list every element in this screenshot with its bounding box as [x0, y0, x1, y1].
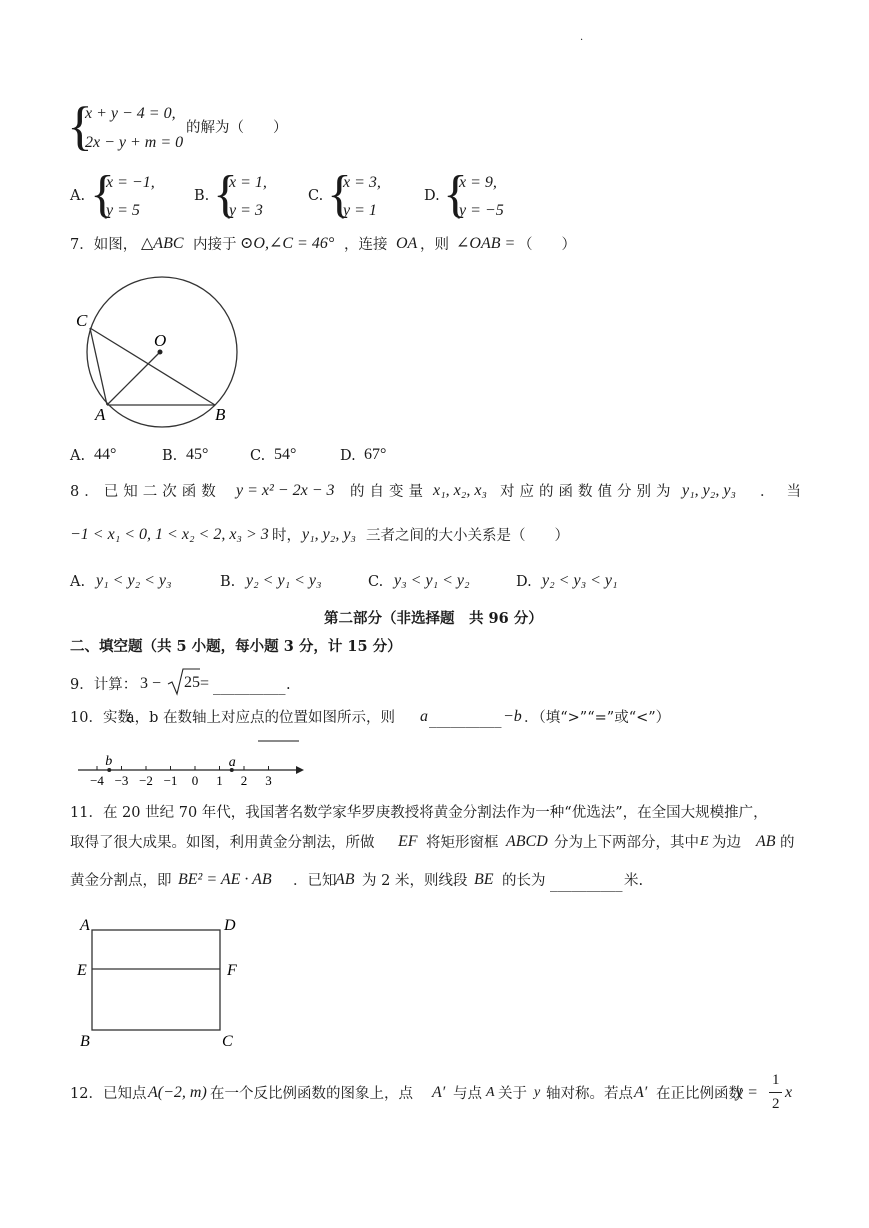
tick-label: 0 — [191, 773, 199, 788]
option-label: C. — [250, 448, 266, 464]
option-line1: x = 3, — [343, 174, 381, 191]
q10-text: 10．实数 — [70, 710, 132, 726]
q11-text: 为边 — [712, 835, 741, 851]
q7-text: ，则 — [420, 237, 449, 253]
option-line2: y = 3 — [229, 202, 263, 219]
label-o: O — [154, 331, 167, 350]
option-label: A. — [70, 448, 86, 464]
option-label: A. — [70, 188, 86, 204]
tick-label: 3 — [265, 773, 272, 788]
q11-text: 的长为 — [502, 873, 546, 889]
q7-text: ，连接 — [344, 237, 388, 253]
q9-answer-blank[interactable]: __________ — [213, 679, 286, 695]
q8-y-vars: y₁, y₂, y₃ — [682, 482, 736, 499]
q9-expr: 3 − — [140, 675, 162, 692]
q9-expr: = — [200, 675, 210, 692]
q9-text: . — [286, 677, 291, 693]
q8-condition: −1 < x₁ < 0, 1 < x₂ < 2, x₃ > 3 — [70, 526, 269, 543]
q12-text: 轴对称。若点 — [546, 1086, 633, 1102]
q7-number: 7．如图， — [70, 237, 138, 253]
tick-label: −2 — [139, 773, 153, 788]
q11-text: 取得了很大成果。如图，利用黄金分割法，所做 — [70, 835, 375, 851]
q8-function: y = x² − 2x − 3 — [236, 482, 335, 499]
option-label: D. — [516, 574, 532, 590]
option-label: D. — [424, 188, 440, 204]
option-label: B. — [194, 188, 210, 204]
label-c: C — [222, 1033, 233, 1050]
option-value: 54° — [274, 446, 297, 463]
q11-answer-blank[interactable]: __________ — [550, 876, 623, 892]
q12-text: 在正比例函数 — [656, 1086, 743, 1102]
option-line1: x = 1, — [229, 174, 267, 191]
label-b: B — [80, 1033, 90, 1050]
q12-a: A — [486, 1085, 495, 1100]
label-d: D — [224, 917, 236, 934]
left-brace: { — [213, 166, 238, 223]
q7-given: ⊙O,∠C = 46° — [240, 235, 335, 252]
tick-label: 2 — [240, 773, 248, 788]
option-line1: x = 9, — [459, 174, 497, 191]
option-value: y₂ < y₃ < y₁ — [542, 572, 618, 589]
option-label: C. — [308, 188, 324, 204]
fraction-numerator: 1 — [772, 1072, 780, 1088]
q11-ab: AB — [756, 833, 776, 850]
option-value: 44° — [94, 446, 117, 463]
header-mark: . — [580, 32, 584, 43]
label-b: B — [215, 405, 226, 424]
option-value: y₁ < y₂ < y₃ — [96, 572, 172, 589]
q8-y-vars: y₁, y₂, y₃ — [302, 526, 356, 543]
option-line2: y = 5 — [106, 202, 140, 219]
q11-text: 黄金分割点，即 — [70, 873, 172, 889]
q11-ab: AB — [335, 871, 355, 888]
q12-text: 关于 — [498, 1086, 527, 1102]
q12-a-prime: A′ — [634, 1084, 648, 1101]
label-e: E — [77, 962, 87, 979]
q12-y: y — [534, 1085, 541, 1100]
option-label: D. — [340, 448, 356, 464]
q12-text: 12．已知点 — [70, 1086, 147, 1102]
q7-oa: OA — [396, 235, 418, 252]
q11-abcd: ABCD — [506, 833, 548, 850]
q9-text: 9．计算： — [70, 677, 138, 693]
fraction-bar — [769, 1092, 782, 1093]
option-value: 45° — [186, 446, 209, 463]
label-b: b — [105, 754, 113, 769]
label-a: A — [80, 917, 90, 934]
q6-eq2: 2x − y + m = 0 — [85, 134, 184, 151]
left-brace: { — [443, 166, 468, 223]
q12-a-prime: A′ — [432, 1084, 446, 1101]
q8-text: 8．已知二次函数 — [70, 484, 221, 500]
label-f: F — [227, 962, 237, 979]
q11-text: ．已知 — [293, 873, 337, 889]
option-line1: x = −1, — [106, 174, 155, 191]
section2-title: 二、填空题（共 5 小题，每小题 3 分，计 15 分） — [70, 638, 402, 655]
q11-text: 为 2 米，则线段 — [362, 873, 468, 889]
q11-text: 将矩形窗框 — [426, 835, 499, 851]
left-brace: { — [90, 166, 115, 223]
q10-neg-b: −b — [503, 708, 522, 725]
tick-label: −1 — [163, 773, 178, 788]
q12-point: A(−2, m) — [148, 1084, 207, 1101]
q8-text: 对应的函数值分别为 — [500, 484, 676, 500]
q8-text: 三者之间的大小关系是（ ） — [366, 528, 569, 544]
rect-abcd — [92, 930, 220, 1030]
q11-ef: EF — [398, 833, 418, 850]
tick-label: −3 — [114, 773, 129, 788]
q12-text: 在一个反比例函数的图象上，点 — [210, 1086, 413, 1102]
q11-formula: BE² = AE · AB — [178, 871, 272, 888]
q12-text: 与点 — [453, 1086, 482, 1102]
q10-answer-blank[interactable]: __________ — [429, 712, 502, 728]
q10-hint: ．（填“>”“=”或“<”） — [524, 710, 671, 726]
q8-text: 时， — [272, 528, 301, 544]
q7-triangle: △ABC — [141, 235, 184, 252]
part2-title: 第二部分（非选择题 共 96 分） — [324, 610, 543, 627]
fraction-denominator: 2 — [772, 1096, 780, 1112]
q8-text: 的自变量 — [350, 484, 428, 500]
left-brace: { — [327, 166, 352, 223]
q11-text: 米. — [624, 873, 644, 889]
q11-be: BE — [474, 871, 494, 888]
left-brace: { — [67, 96, 93, 156]
q6-stem: 的解为（ ） — [186, 120, 288, 136]
option-value: y₂ < y₁ < y₃ — [246, 572, 322, 589]
q7-angle: ∠OAB = — [456, 235, 516, 252]
q8-x-vars: x₁, x₂, x₃ — [433, 482, 487, 499]
option-value: 67° — [364, 446, 387, 463]
q6-eq1: x + y − 4 = 0, — [85, 105, 176, 122]
q7-text: 内接于 — [193, 237, 237, 253]
q7-text: （ ） — [518, 237, 576, 253]
option-line2: y = 1 — [343, 202, 377, 219]
q10-var-a: a — [420, 708, 428, 725]
option-value: y₃ < y₁ < y₂ — [394, 572, 470, 589]
option-line2: y = −5 — [459, 202, 504, 219]
q11-text: 的 — [780, 835, 795, 851]
q12-x: x — [785, 1084, 793, 1101]
option-label: A. — [70, 574, 86, 590]
q12-func: y = — [736, 1084, 758, 1101]
option-label: B. — [220, 574, 236, 590]
q8-text: ．当 — [760, 484, 813, 500]
label-c: C — [76, 311, 88, 330]
q11-e: E — [700, 834, 709, 849]
q11-line1: 11．在 20 世纪 70 年代，我国著名数学家华罗庚教授将黄金分割法作为一种“优选法”，在全国大规模推广， — [70, 805, 768, 821]
label-a: A — [95, 405, 106, 424]
q11-text: 分为上下两部分，其中 — [554, 835, 699, 851]
option-label: B. — [162, 448, 178, 464]
tick-label: −4 — [90, 773, 104, 788]
option-label: C. — [368, 574, 384, 590]
label-a: a — [228, 755, 236, 770]
q9-radicand: 25 — [184, 674, 200, 691]
q10-text: a，b 在数轴上对应点的位置如图所示，则 — [126, 710, 396, 726]
tick-label: 1 — [216, 773, 223, 788]
